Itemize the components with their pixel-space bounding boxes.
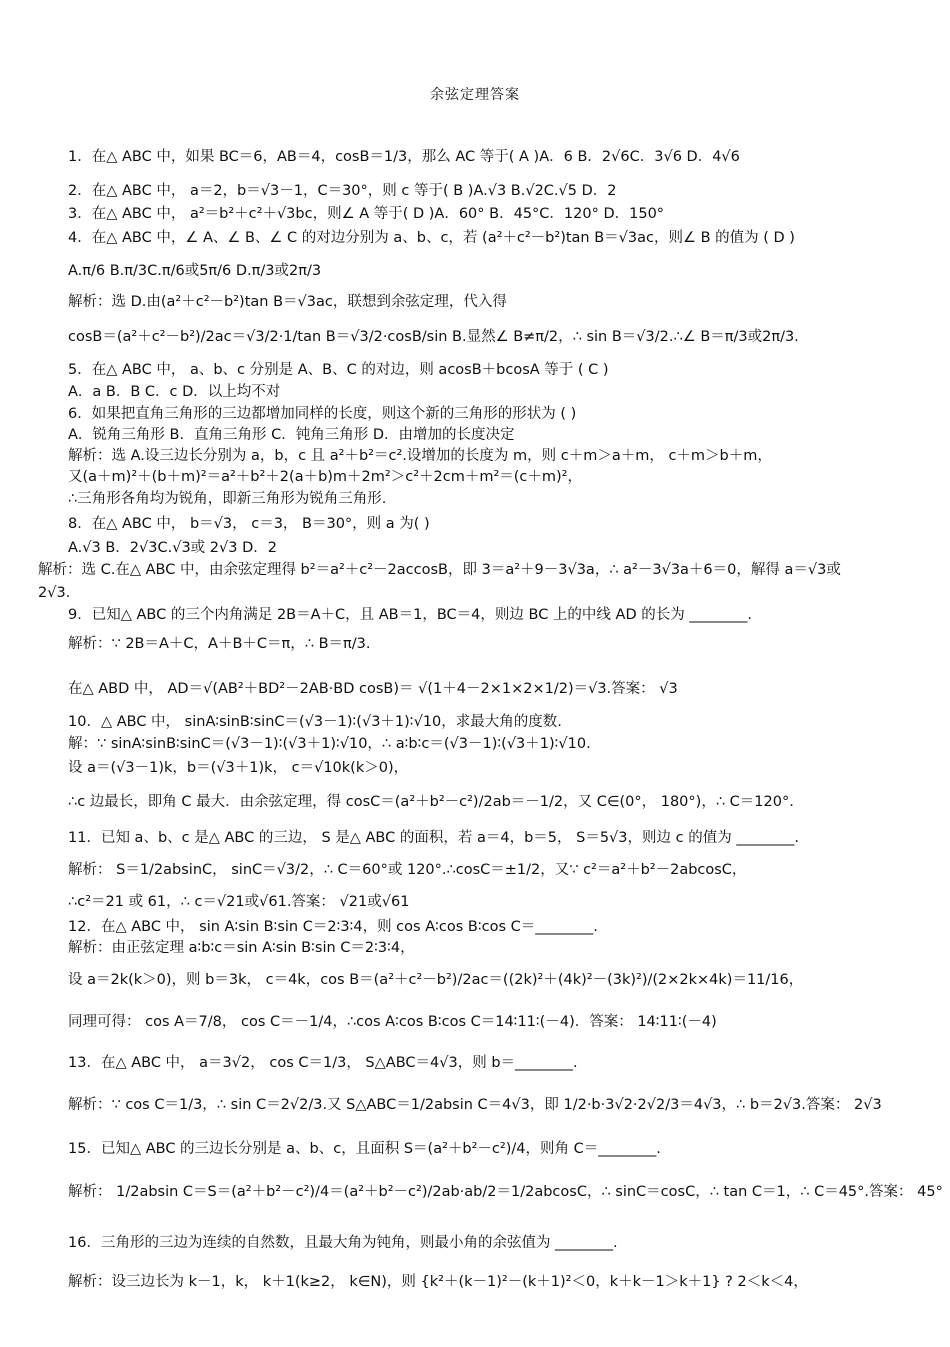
- text-line: 16．三角形的三边为连续的自然数，且最大角为钝角，则最小角的余弦值为 ________.: [68, 1235, 618, 1251]
- text-line: 15．已知△ ABC 的三边长分别是 a、b、c，且面积 S＝(a²＋b²－c²)/4，则角 C＝________.: [68, 1141, 661, 1157]
- text-line: 设 a＝(√3－1)k，b＝(√3＋1)k， c＝√10k(k＞0)，: [68, 760, 409, 776]
- text-line: 解：∵ sinA∶sinB∶sinC＝(√3－1)∶(√3＋1)∶√10，∴ a∶b∶c＝(√3－1)∶(√3＋1)∶√10.: [68, 736, 591, 752]
- text-line: 12．在△ ABC 中， sin A∶sin B∶sin C＝2∶3∶4，则 cos A∶cos B∶cos C＝________.: [68, 919, 598, 935]
- text-line: 又(a＋m)²＋(b＋m)²＝a²＋b²＋2(a＋b)m＋2m²＞c²＋2cm＋m²＝(c＋m)²，: [68, 469, 582, 485]
- text-line: 8．在△ ABC 中， b＝√3， c＝3， B＝30°，则 a 为( ): [68, 516, 430, 532]
- text-line: 6．如果把直角三角形的三边都增加同样的长度，则这个新的三角形的形状为 ( ): [68, 406, 577, 422]
- text-line: A.√3 B．2√3C.√3或 2√3 D．2: [68, 540, 277, 556]
- text-line: ∴c 边最长，即角 C 最大．由余弦定理，得 cosC＝(a²＋b²－c²)/2ab＝－1/2，又 C∈(0°， 180°)，∴ C＝120°.: [68, 794, 794, 810]
- text-line: 3．在△ ABC 中， a²＝b²＋c²＋√3bc，则∠ A 等于( D )A．60° B．45°C．120° D．150°: [68, 206, 665, 222]
- text-line: 解析：∵ 2B＝A＋C，A＋B＋C＝π，∴ B＝π/3.: [68, 636, 371, 652]
- text-line: 2√3.: [38, 585, 71, 601]
- text-line: 在△ ABD 中， AD＝√(AB²＋BD²－2AB·BD cosB)＝ √(1＋4－2×1×2×1/2)＝√3.答案： √3: [68, 681, 678, 697]
- text-line: 解析：选 D.由(a²＋c²－b²)tan B＝√3ac，联想到余弦定理，代入得: [68, 294, 507, 310]
- text-line: 解析： S＝1/2absinC， sinC＝√3/2，∴ C＝60°或 120°.∴cosC＝±1/2，又∵ c²＝a²＋b²－2abcosC，: [68, 862, 747, 878]
- text-line: A.π/6 B.π/3C.π/6或5π/6 D.π/3或2π/3: [68, 263, 322, 279]
- text-line: 解析：选 A.设三边长分别为 a，b，c 且 a²＋b²＝c².设增加的长度为 m，则 c＋m＞a＋m， c＋m＞b＋m，: [68, 448, 772, 464]
- text-line: A．锐角三角形 B．直角三角形 C．钝角三角形 D．由增加的长度决定: [68, 427, 515, 443]
- page-title: 余弦定理答案: [430, 87, 520, 103]
- text-line: 2．在△ ABC 中， a＝2，b＝√3－1，C＝30°，则 c 等于( B )A.√3 B.√2C.√5 D．2: [68, 183, 617, 199]
- text-line: ∴c²＝21 或 61，∴ c＝√21或√61.答案： √21或√61: [68, 894, 410, 910]
- text-line: 4．在△ ABC 中，∠ A、∠ B、∠ C 的对边分别为 a、b、c，若 (a²＋c²－b²)tan B＝√3ac，则∠ B 的值为 ( D ): [68, 230, 795, 246]
- text-line: A．a B．B C．c D．以上均不对: [68, 384, 281, 400]
- text-line: cosB＝(a²＋c²－b²)/2ac＝√3/2·1/tan B＝√3/2·cosB/sin B.显然∠ B≠π/2，∴ sin B＝√3/2.∴∠ B＝π/3或2π/3.: [68, 329, 799, 345]
- text-line: 解析：选 C.在△ ABC 中，由余弦定理得 b²＝a²＋c²－2accosB，即 3＝a²＋9－3√3a，∴ a²－3√3a＋6＝0，解得 a＝√3或: [38, 562, 841, 578]
- text-line: 解析： 1/2absin C＝S＝(a²＋b²－c²)/4＝(a²＋b²－c²)/2ab·ab/2＝1/2abcosC，∴ sinC＝cosC，∴ tan C＝1，∴ C＝45°.答案： 45°: [68, 1184, 943, 1200]
- text-line: 解析：由正弦定理 a∶b∶c＝sin A∶sin B∶sin C＝2∶3∶4，: [68, 940, 415, 956]
- text-line: 同理可得： cos A＝7/8， cos C＝－1/4，∴cos A∶cos B∶cos C＝14∶11∶(－4)．答案： 14∶11∶(－4): [68, 1014, 717, 1030]
- text-line: 5．在△ ABC 中， a、b、c 分别是 A、B、C 的对边，则 acosB＋bcosA 等于 ( C ): [68, 362, 609, 378]
- text-line: 11．已知 a、b、c 是△ ABC 的三边， S 是△ ABC 的面积，若 a＝4，b＝5， S＝5√3，则边 c 的值为 ________.: [68, 830, 799, 846]
- text-line: 解析：∵ cos C＝1/3，∴ sin C＝2√2/3.又 S△ABC＝1/2absin C＝4√3，即 1/2·b·3√2·2√2/3＝4√3，∴ b＝2√3.答案： 2√3: [68, 1097, 882, 1113]
- text-line: 1．在△ ABC 中，如果 BC＝6，AB＝4，cosB＝1/3，那么 AC 等于( A )A．6 B．2√6C．3√6 D．4√6: [68, 149, 740, 165]
- text-line: 设 a＝2k(k＞0)，则 b＝3k， c＝4k，cos B＝(a²＋c²－b²)/2ac＝((2k)²＋(4k)²－(3k)²)/(2×2k×4k)＝11/16，: [68, 972, 804, 988]
- text-line: 9．已知△ ABC 的三个内角满足 2B＝A＋C，且 AB＝1，BC＝4，则边 BC 上的中线 AD 的长为 ________.: [68, 607, 752, 623]
- text-line: 13．在△ ABC 中， a＝3√2， cos C＝1/3， S△ABC＝4√3，则 b＝________.: [68, 1055, 578, 1071]
- text-line: 解析：设三边长为 k－1，k， k＋1(k≥2， k∈N)，则 {k²＋(k－1)²－(k＋1)²＜0，k＋k－1＞k＋1} ? 2＜k＜4，: [68, 1274, 808, 1290]
- text-line: 10．△ ABC 中， sinA∶sinB∶sinC＝(√3－1)∶(√3＋1)∶√10，求最大角的度数.: [68, 714, 562, 730]
- text-line: ∴三角形各角均为锐角，即新三角形为锐角三角形.: [68, 491, 387, 507]
